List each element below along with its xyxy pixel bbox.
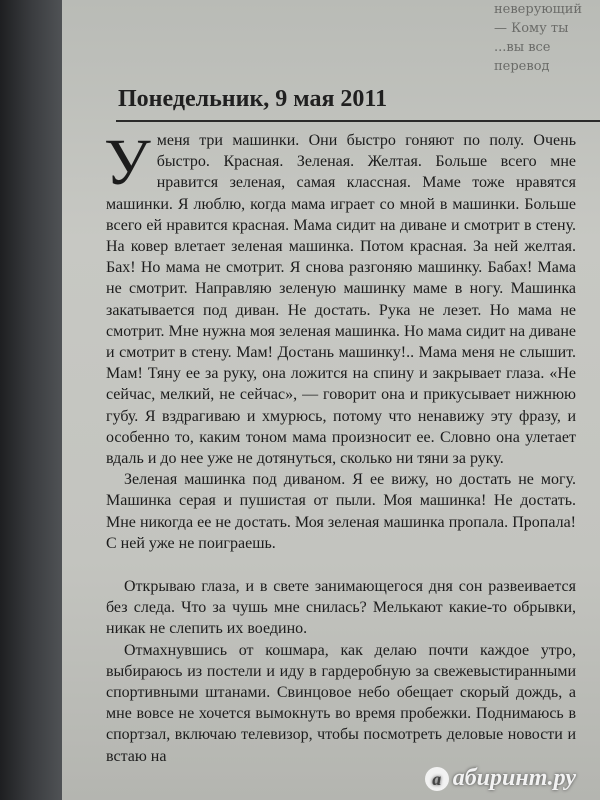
paragraph: Зеленая машинка под диваном. Я ее вижу, но достать не могу. Машинка серая и пушистая от пыли. Моя машинка! Не достать. Мне никогда ее не достать. Моя зеленая машинка пропала. Пропала! С ней уже не поиграешь.: [106, 471, 576, 552]
body-text: [104, 126, 576, 767]
labirint-watermark: [425, 765, 576, 792]
watermark-text: абиринт.ру: [452, 765, 576, 791]
previous-page-line: неверующий: [494, 2, 583, 17]
previous-page-text: [494, 0, 600, 76]
labirint-logo-icon: a: [425, 767, 449, 791]
paragraph: Отмахнувшись от кошмара, как делаю почти каждое утро, выбираюсь из постели и иду в гардеробную за свежевыстиранными спортивными штанами. Свинцовое небо обещает скорый дождь, а мне вовсе не хочется вымокнуть во время пробежки. Поднимаюсь в спортзал, включаю телевизор, чтобы посмотреть деловые новости и встаю на: [106, 641, 576, 765]
previous-page-line: ...вы все: [494, 40, 551, 55]
title-rule: [116, 120, 600, 122]
paragraph: [104, 126, 576, 469]
paragraph: Открываю глаза, и в свете занимающегося дня сон развеивается без следа. Что за чушь мне снилась? Мелькают какие-то обрывки, никак не слепить их воедино.: [106, 578, 576, 638]
chapter-title: Понедельник, 9 мая 2011: [118, 86, 388, 112]
paragraph-text: меня три машинки. Они быстро гоняют по полу. Очень быстро. Красная. Зеленая. Желтая. Больше всего мне нравится зеленая, самая классная. Маме тоже нравятся машинки. Я люблю, когда мама играет со мной в машинки. Больше всего ей нравится красная. Мама сидит на диване и смотрит в стену. На ковер влетает зеленая машинка. Потом красная. За ней желтая. Бах! Но мама не смотрит. Я снова разгоняю машинку. Бабах! Мама не смотрит. Направляю зеленую машинку маме в ногу. Машинка закатывается под диван. Не достать. Рука не лезет. Но мама не смотрит. Мне нужна моя зеленая машинка. Но мама сидит на диване и смотрит в стену. Мам! Достань машинку!.. Мама меня не слышит. Мам! Тяну ее за руку, она ложится на спину и закрывает глаза. «Не сейчас, мелкий, не сейчас», — говорит она и прикусывает нижнюю губу. Я вздрагиваю и хмурюсь, потому что ненавижу эту фразу, и особенно то, каким тоном мама произносит ее. Словно она улетает вдаль и до нее уже не дотянуться, сколько ни тяни за руку.: [106, 132, 576, 468]
previous-page-line: перевод: [494, 59, 550, 74]
book-page: [62, 0, 600, 800]
book-spine-shadow: [0, 0, 70, 800]
drop-cap: У: [104, 126, 151, 199]
previous-page-line: — Кому ты: [494, 21, 569, 36]
